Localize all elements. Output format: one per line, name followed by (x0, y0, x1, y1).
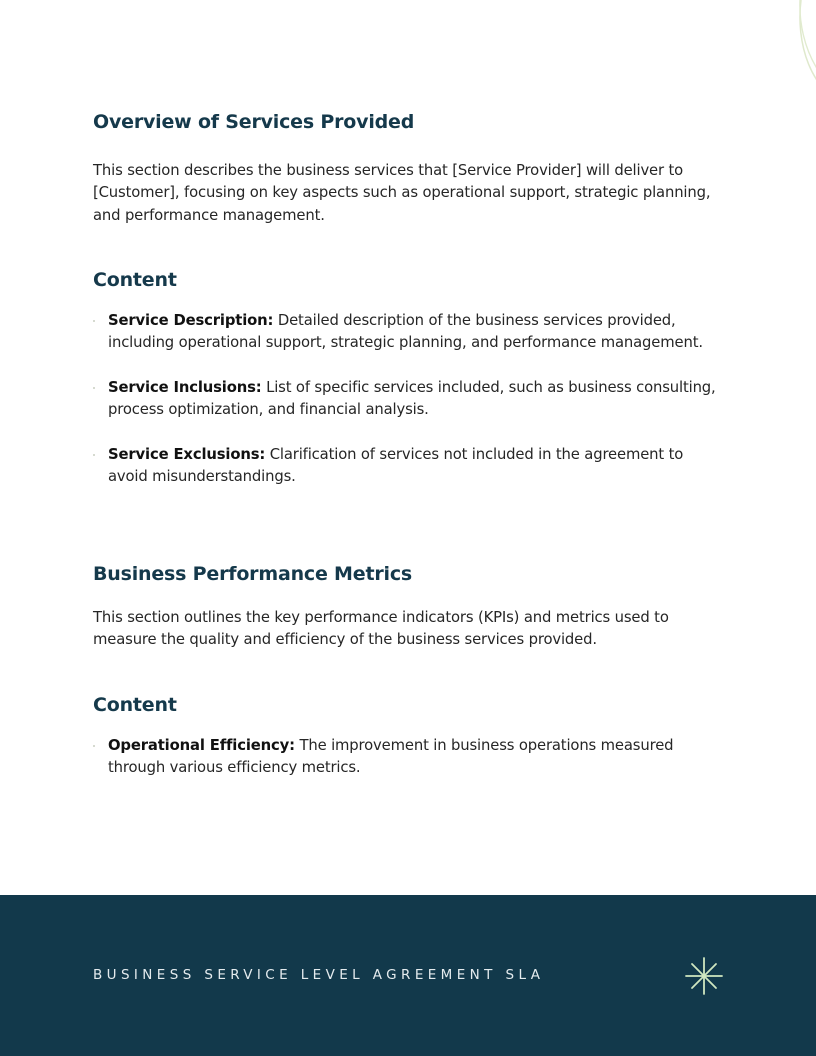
content-list (93, 310, 723, 510)
bullet-icon (93, 745, 95, 747)
footer-title: BUSINESS SERVICE LEVEL AGREEMENT SLA (93, 967, 545, 983)
list-item (93, 444, 723, 489)
section-heading-overview: Overview of Services Provided (93, 111, 415, 133)
bullet-icon (93, 320, 95, 322)
item-text: List of specific services included, such as business consulting, process optimization, and financial analysis. (108, 378, 716, 419)
content-list (93, 735, 723, 780)
list-item (93, 377, 723, 422)
content-heading: Content (93, 694, 177, 716)
section-heading-metrics: Business Performance Metrics (93, 563, 412, 585)
bullet-icon (93, 454, 95, 456)
item-label: Service Description: (108, 312, 274, 329)
item-text: The improvement in business operations measured through various efficiency metrics. (108, 737, 674, 777)
list-item (93, 735, 723, 780)
footer-band (0, 895, 816, 1056)
section-paragraph-metrics: This section outlines the key performance indicators (KPIs) and metrics used to measure the quality and efficiency of the business services provided. (93, 609, 669, 649)
bullet-icon (93, 387, 95, 389)
content-heading: Content (93, 269, 177, 291)
item-label: Service Inclusions: (108, 378, 262, 396)
list-item (93, 310, 723, 355)
curved-line-icon (696, 0, 816, 120)
item-text: Detailed description of the business services provided, including operational support, strategic planning, and performance management. (108, 312, 703, 352)
asterisk-star-icon (684, 956, 724, 996)
item-label: Operational Efficiency: (108, 737, 295, 754)
item-label: Service Exclusions: (108, 445, 266, 463)
section-paragraph-overview: This section describes the business services that [Service Provider] will deliver to [Customer], focusing on key aspects such as operational support, strategic planning, and performance management. (93, 162, 711, 224)
item-text: Clarification of services not included in the agreement to avoid misunderstandings. (108, 445, 684, 486)
